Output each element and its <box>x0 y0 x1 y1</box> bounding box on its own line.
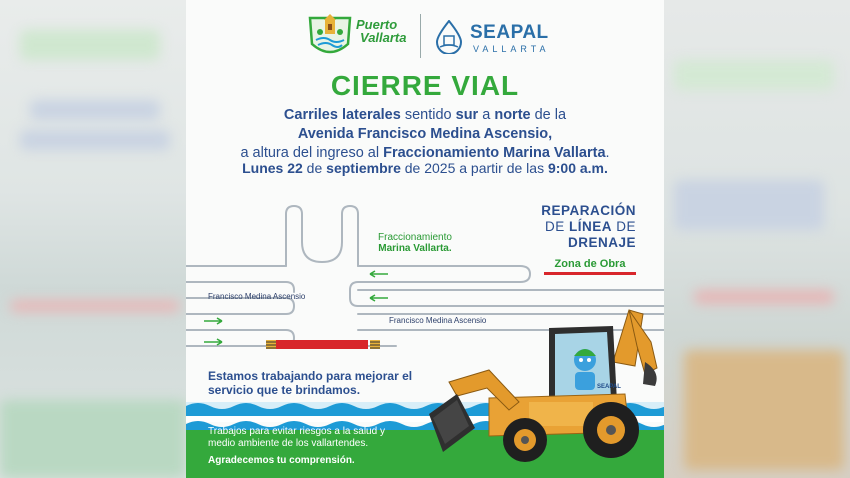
announcement-text <box>186 106 664 163</box>
street-label-left: Francisco Medina Ascensio <box>208 292 306 301</box>
puerto-vallarta-wordmark <box>356 18 407 44</box>
text-norte: norte <box>494 107 531 123</box>
work-zone-bar <box>544 272 636 275</box>
repair-line1: REPARACIÓN <box>541 203 636 218</box>
logo-header <box>186 6 664 62</box>
text-sentido: sentido <box>400 107 456 123</box>
repair-linea: LÍNEA <box>568 219 612 234</box>
text-a: a <box>478 107 495 123</box>
background-right <box>664 0 850 478</box>
logo-divider <box>420 14 421 58</box>
poster-card <box>186 0 664 478</box>
fracc-line2: Marina Vallarta. <box>378 243 452 254</box>
seapal-subtitle: VALLARTA <box>473 44 550 54</box>
date-time: 9:00 a.m. <box>547 160 608 176</box>
repair-de: DE <box>544 219 569 234</box>
msg2-line1: Trabajos para evitar riesgos a la salud y <box>208 426 385 437</box>
text-altura: a altura del ingreso al <box>240 145 384 161</box>
text-avenida: Avenida Francisco Medina Ascensio, <box>297 126 553 142</box>
fracc-line1: Fraccionamiento <box>378 232 452 243</box>
text-sur: sur <box>455 107 479 123</box>
backhoe-illustration <box>429 302 664 478</box>
repair-heading <box>541 203 636 251</box>
work-zone-label: Zona de Obra <box>554 258 626 270</box>
message-thanks: Agradecemos tu comprensión. <box>208 455 355 466</box>
text-period: . <box>605 145 610 161</box>
seapal-drop-icon <box>434 20 464 54</box>
text-dela: de la <box>530 107 567 123</box>
message-risks <box>208 426 385 450</box>
seapal-title: SEAPAL <box>470 22 549 43</box>
msg2-line2: medio ambiente de los vallartendes. <box>208 438 369 449</box>
background-left <box>0 0 186 478</box>
message-working <box>208 369 412 397</box>
msg1-line2: servicio que te brindamos. <box>208 383 361 397</box>
text-carriles: Carriles laterales <box>283 107 401 123</box>
vallarta-text: Vallarta <box>360 30 407 45</box>
date-line <box>186 160 664 176</box>
repair-line3: DRENAJE <box>567 235 636 250</box>
date-day: Lunes 22 <box>242 160 303 176</box>
fraccionamiento-label <box>378 232 452 254</box>
street-label-right: Francisco Medina Ascensio <box>389 316 487 325</box>
repair-de2: DE <box>611 219 636 234</box>
svg-text:SEAPAL: SEAPAL <box>597 384 621 390</box>
text-fraccionamiento: Fraccionamiento Marina Vallarta <box>383 145 606 161</box>
puerto-text: Puerto <box>356 17 398 32</box>
date-de: de <box>302 160 327 176</box>
date-year: de 2025 a partir de las <box>400 160 548 176</box>
date-month: septiembre <box>326 160 401 176</box>
poster-title: CIERRE VIAL <box>330 70 520 101</box>
msg1-line1: Estamos trabajando para mejorar el <box>208 369 413 383</box>
puerto-vallarta-emblem-icon <box>304 10 356 62</box>
